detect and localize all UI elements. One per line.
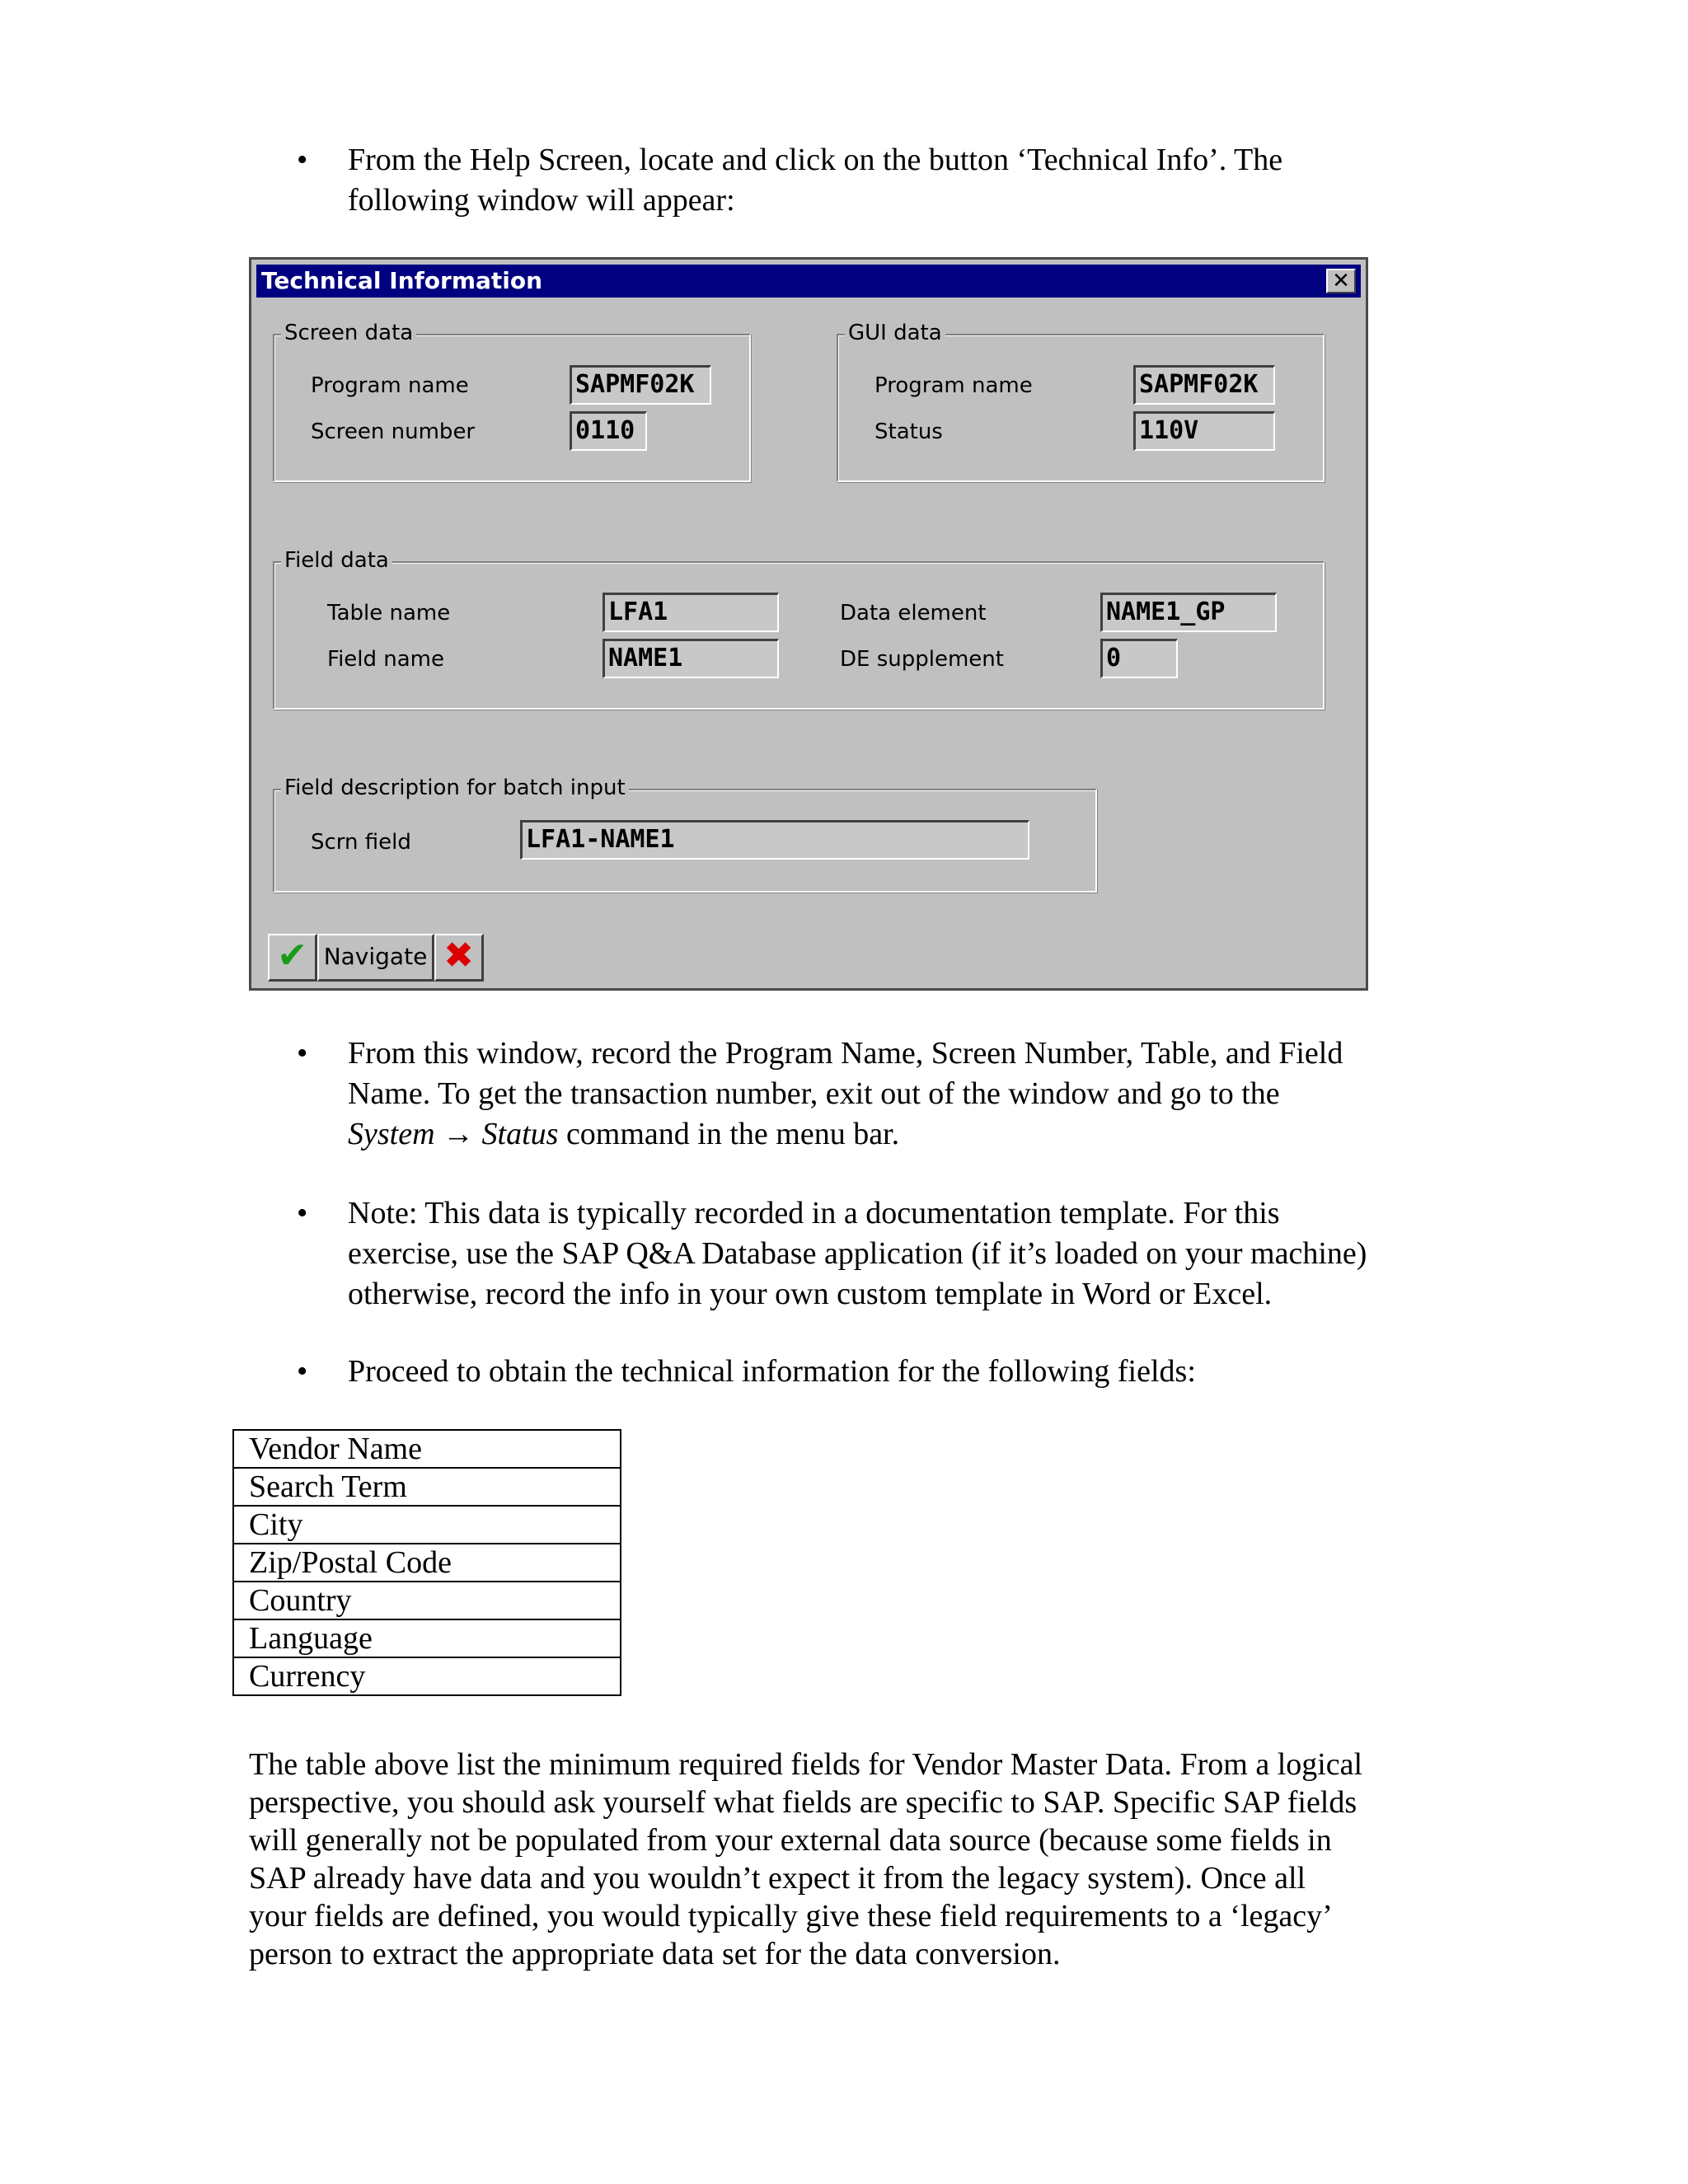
- menu-system: System: [348, 1117, 435, 1151]
- gui-status-field[interactable]: 110V: [1133, 411, 1275, 451]
- table-row: [233, 1430, 621, 1468]
- screen-data-title: Screen data: [281, 319, 416, 347]
- screen-number-label: Screen number: [311, 419, 476, 444]
- close-icon: ✕: [1332, 269, 1350, 293]
- proceed-text: Proceed to obtain the technical information for the following fields:: [348, 1354, 1196, 1389]
- batch-input-title: Field description for batch input: [281, 774, 629, 802]
- table-cell: Currency: [233, 1657, 621, 1695]
- record-bullet: [297, 1033, 1467, 1157]
- intro-bullet: [297, 140, 1451, 223]
- table-row: [233, 1506, 621, 1544]
- table-row: [233, 1468, 621, 1506]
- gui-status-label: Status: [874, 419, 943, 444]
- table-row: [233, 1657, 621, 1695]
- field-data-group: [273, 548, 1325, 710]
- note-text: Note: This data is typically recorded in a documentation template. For this exercise, use the SAP Q&A Database application (if it’s loaded on your machine) otherwise, record the info in your own custom template in Word or Excel.: [348, 1196, 1367, 1311]
- table-cell: Vendor Name: [233, 1430, 621, 1468]
- bullet-symbol: •: [297, 143, 308, 177]
- de-supplement-label: DE supplement: [840, 647, 1004, 672]
- required-fields-table: [232, 1429, 621, 1696]
- cancel-button[interactable]: [434, 934, 484, 982]
- record-rest: command in the menu bar.: [558, 1117, 900, 1151]
- table-cell: City: [233, 1506, 621, 1544]
- cancel-icon: ✖: [443, 935, 474, 977]
- arrow-icon: →: [443, 1117, 475, 1151]
- menu-status: Status: [481, 1117, 559, 1151]
- gui-program-name-field[interactable]: SAPMF02K: [1133, 365, 1275, 405]
- navigate-button[interactable]: Navigate: [317, 934, 434, 982]
- table-name-label: Table name: [327, 601, 451, 626]
- field-name-label: Field name: [327, 647, 445, 672]
- confirm-button[interactable]: [268, 934, 317, 982]
- table-cell: Search Term: [233, 1468, 621, 1506]
- data-element-field[interactable]: NAME1_GP: [1100, 593, 1277, 632]
- field-data-title: Field data: [281, 546, 392, 574]
- bullet-symbol: •: [297, 1036, 308, 1071]
- record-text: [348, 1033, 1343, 1155]
- dialog-title: Technical Information: [261, 267, 543, 294]
- gui-data-title: GUI data: [845, 319, 945, 347]
- data-element-label: Data element: [840, 601, 987, 626]
- screen-data-group: [273, 321, 751, 482]
- record-line-2: Name. To get the transaction number, exit out of the window and go to the: [348, 1076, 1280, 1111]
- de-supplement-field[interactable]: 0: [1100, 639, 1178, 678]
- screen-number-field[interactable]: 0110: [570, 411, 647, 451]
- technical-information-dialog: [249, 257, 1368, 991]
- table-row: [233, 1544, 621, 1582]
- close-button[interactable]: [1326, 269, 1356, 293]
- proceed-bullet: [297, 1352, 1467, 1393]
- table-name-field[interactable]: LFA1: [603, 593, 779, 632]
- bullet-symbol: •: [297, 1354, 308, 1389]
- table-cell: Zip/Postal Code: [233, 1544, 621, 1582]
- closing-paragraph: The table above list the minimum required fields for Vendor Master Data. From a logical perspective, you should ask yourself what fields are specific to SAP. Specific SAP fields will generally not be populated from your external data source (because some fields in SAP already have data and you wouldn’t expect it from the legacy system). Once all your fields are defined, you would typically give these field requirements to a ‘legacy’ person to extract the appropriate data set for the data conversion.: [249, 1747, 1363, 1971]
- checkmark-icon: ✔: [277, 935, 307, 977]
- table-cell: Country: [233, 1582, 621, 1619]
- field-name-field[interactable]: NAME1: [603, 639, 779, 678]
- table-cell: Language: [233, 1619, 621, 1657]
- scrn-field-label: Scrn field: [311, 830, 411, 855]
- table-row: [233, 1582, 621, 1619]
- record-line-1: From this window, record the Program Name, Screen Number, Table, and Field: [348, 1036, 1343, 1071]
- bullet-symbol: •: [297, 1196, 308, 1230]
- table-row: [233, 1619, 621, 1657]
- screen-program-name-field[interactable]: SAPMF02K: [570, 365, 711, 405]
- dialog-title-bar: [256, 265, 1361, 298]
- gui-program-name-label: Program name: [874, 373, 1033, 398]
- scrn-field-field[interactable]: LFA1-NAME1: [520, 820, 1029, 860]
- screen-program-name-label: Program name: [311, 373, 469, 398]
- gui-data-group: [837, 321, 1325, 482]
- intro-text: From the Help Screen, locate and click on the button ‘Technical Info’. The following window will appear:: [348, 143, 1283, 218]
- note-bullet: [297, 1193, 1467, 1317]
